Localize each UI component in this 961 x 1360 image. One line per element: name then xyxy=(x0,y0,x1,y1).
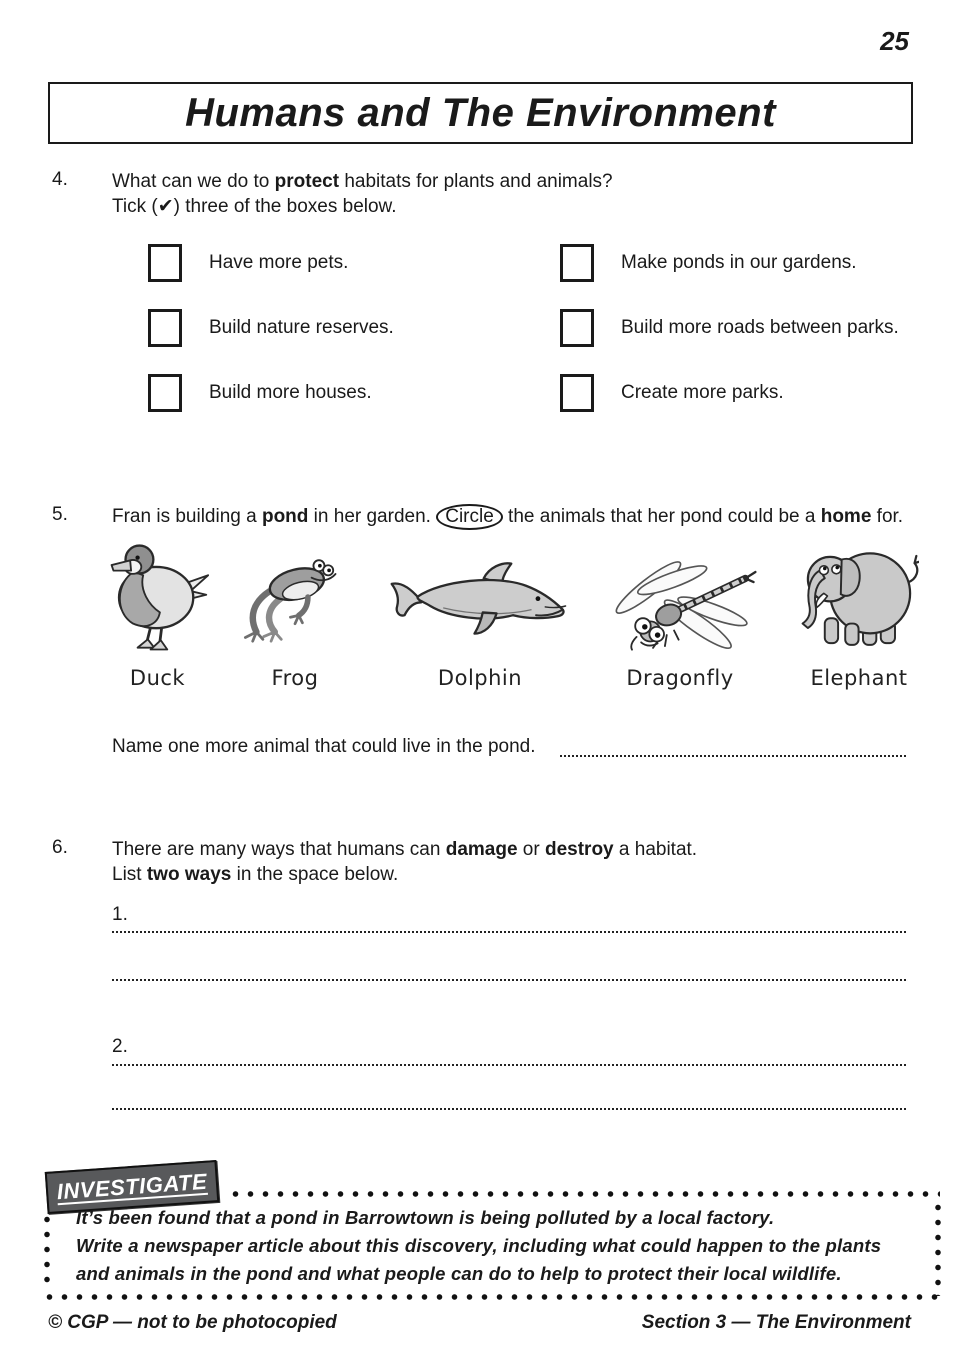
q6-text: List xyxy=(112,864,147,885)
footer-copyright: © CGP — not to be photocopied xyxy=(48,1312,337,1333)
option-more-roads xyxy=(560,309,899,347)
q4-line1 xyxy=(112,169,912,194)
answer-line-2a[interactable] xyxy=(112,1064,906,1066)
investigate-line-2: Write a newspaper article about this discovery, including what could happen to the plants xyxy=(76,1235,882,1256)
option-label: Make ponds in our gardens. xyxy=(621,252,857,273)
animal-label-frog: Frog xyxy=(271,666,319,690)
q4-number: 4. xyxy=(52,169,68,190)
option-make-ponds xyxy=(560,244,857,282)
option-label: Build more houses. xyxy=(209,382,372,403)
q4-prompt xyxy=(112,169,912,219)
pond-answer-line[interactable] xyxy=(560,755,906,757)
investigate-tag xyxy=(45,1160,220,1214)
animal-label-dolphin: Dolphin xyxy=(437,666,523,690)
investigate-border-left xyxy=(42,1212,52,1290)
q5-prompt xyxy=(112,504,922,530)
q5-text: in her garden. xyxy=(308,506,437,527)
q4-line2: Tick (✔) three of the boxes below. xyxy=(112,196,397,217)
q4-options xyxy=(148,243,918,438)
q6-text: or xyxy=(517,839,545,860)
dolphin-icon xyxy=(388,560,572,652)
checkbox-have-more-pets[interactable] xyxy=(148,244,182,282)
q6-text: There are many ways that humans can xyxy=(112,839,446,860)
q5-circled-word: Circle xyxy=(436,504,503,530)
q5-bold-pond: pond xyxy=(261,506,309,527)
page-footer xyxy=(48,1312,911,1334)
checkbox-more-roads[interactable] xyxy=(560,309,594,347)
option-label: Build more roads between parks. xyxy=(621,317,899,338)
q5-text: for. xyxy=(871,506,904,527)
checkbox-more-houses[interactable] xyxy=(148,374,182,412)
option-label: Have more pets. xyxy=(209,252,349,273)
option-label: Build nature reserves. xyxy=(209,317,394,338)
animal-label-elephant: Elephant xyxy=(810,666,908,690)
investigate-line-3: and animals in the pond and what people can do to help to protect their local wildlife. xyxy=(76,1263,842,1284)
option-label: Create more parks. xyxy=(621,382,784,403)
page-number: 25 xyxy=(880,26,909,56)
checkbox-nature-reserves[interactable] xyxy=(148,309,182,347)
footer-section: Section 3 — The Environment xyxy=(641,1312,911,1333)
q4-line1-text2: habitats for plants and animals? xyxy=(339,171,613,192)
answer-line-1a[interactable] xyxy=(112,931,906,933)
option-more-parks xyxy=(560,374,784,412)
animal-strip xyxy=(48,540,913,690)
q6-number: 6. xyxy=(52,837,68,858)
animal-figure-elephant[interactable] xyxy=(793,540,925,690)
answer-line-1b[interactable] xyxy=(112,979,906,981)
dragonfly-icon xyxy=(594,540,766,668)
animal-figure-dolphin[interactable] xyxy=(385,540,575,690)
q6-bold-destroy: destroy xyxy=(544,839,614,860)
option-more-houses xyxy=(148,374,560,412)
option-have-more-pets xyxy=(148,244,560,282)
investigate-border-top xyxy=(228,1189,940,1199)
q6-item2-label: 2. xyxy=(112,1036,128,1057)
investigate-border-bottom xyxy=(42,1292,943,1302)
animal-label-dragonfly: Dragonfly xyxy=(626,666,734,690)
option-row xyxy=(148,373,918,413)
title-box xyxy=(48,82,913,144)
q6-item1-label: 1. xyxy=(112,904,128,925)
q6-bold-damage: damage xyxy=(445,839,518,860)
answer-line-2b[interactable] xyxy=(112,1108,906,1110)
investigate-tag-label: INVESTIGATE xyxy=(55,1168,208,1205)
investigate-line-1: It’s been found that a pond in Barrowtown is being polluted by a local factory. xyxy=(76,1207,775,1228)
page-title: Humans and The Environment xyxy=(185,90,776,135)
q5-text: the animals that her pond could be a xyxy=(502,506,821,527)
frog-icon xyxy=(238,548,353,646)
elephant-icon xyxy=(799,540,919,652)
q4-line1-bold: protect xyxy=(274,171,340,192)
animal-label-duck: Duck xyxy=(129,666,186,690)
q6-prompt xyxy=(112,837,912,887)
q5-bold-home: home xyxy=(820,506,872,527)
option-row xyxy=(148,243,918,283)
q6-line2 xyxy=(112,862,912,887)
q6-bold-two-ways: two ways xyxy=(146,864,232,885)
animal-figure-duck[interactable] xyxy=(95,540,220,690)
duck-icon xyxy=(102,540,214,656)
animal-figure-dragonfly[interactable] xyxy=(590,540,770,690)
q5-number: 5. xyxy=(52,504,68,525)
option-row xyxy=(148,308,918,348)
q5-text: Fran is building a xyxy=(112,506,262,527)
investigate-border-right xyxy=(933,1200,943,1296)
q5-name-more-prompt: Name one more animal that could live in the pond. xyxy=(112,736,536,757)
checkbox-make-ponds[interactable] xyxy=(560,244,594,282)
checkbox-more-parks[interactable] xyxy=(560,374,594,412)
q6-text: in the space below. xyxy=(231,864,399,885)
animal-figure-frog[interactable] xyxy=(235,540,355,690)
q4-line1-text: What can we do to xyxy=(112,171,275,192)
option-nature-reserves xyxy=(148,309,560,347)
q6-text: a habitat. xyxy=(613,839,698,860)
q6-line1 xyxy=(112,837,912,862)
